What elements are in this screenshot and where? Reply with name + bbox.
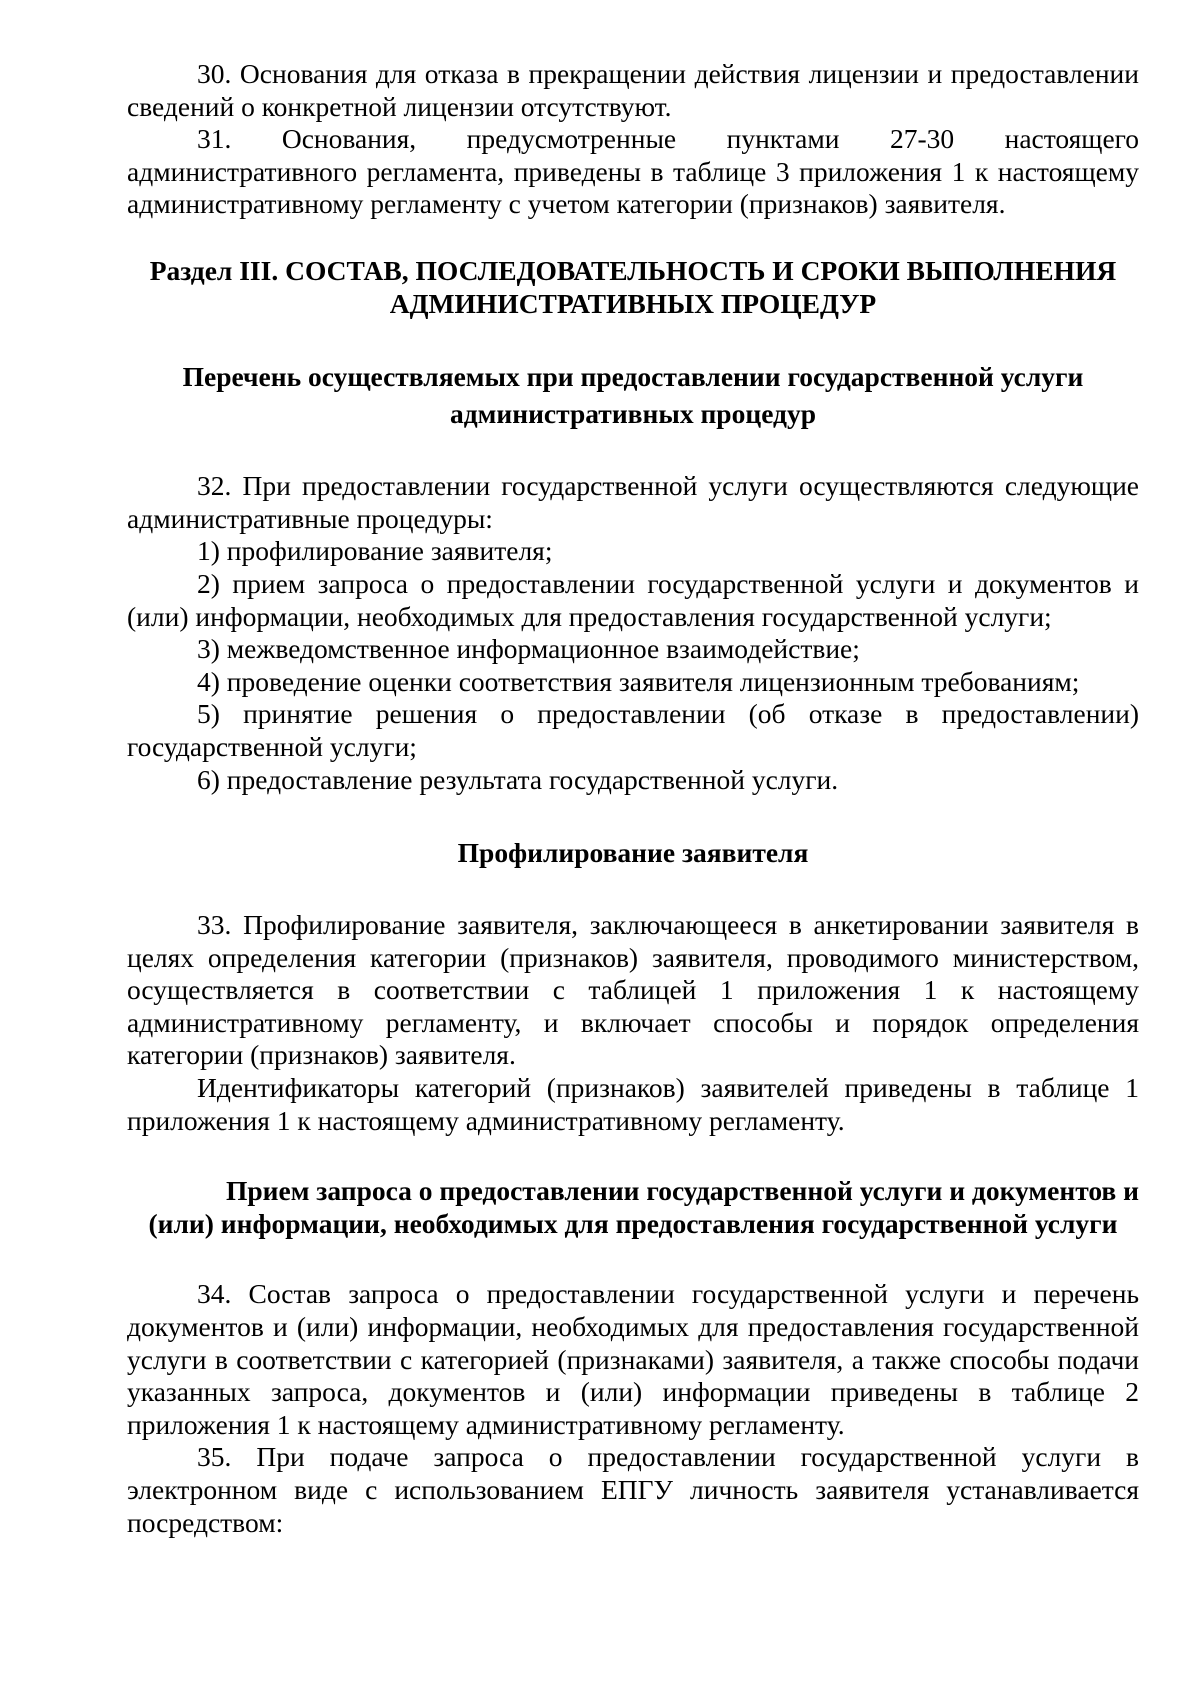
paragraph-31: 31. Основания, предусмотренные пунктами 27-30 настоящего административного регламента, приведены в таблице 3 приложения 1 к настоящему административному регламенту с учетом категории (признаков) заявителя. [127,123,1139,220]
paragraph-34: 34. Состав запроса о предоставлении государственной услуги и перечень документов и (или) информации, необходимых для предоставления государственной услуги в соответствии с категорией (признаками) заявителя, а также способы подачи указанных запроса, документов и (или) информации приведены в таблице 2 приложения 1 к настоящему административному регламенту. [127,1278,1139,1440]
paragraph-30: 30. Основания для отказа в прекращении действия лицензии и предоставлении сведений о конкретной лицензии отсутствуют. [127,58,1139,122]
paragraph-33: 33. Профилирование заявителя, заключающееся в анкетировании заявителя в целях определения категории (признаков) заявителя, проводимого министерством, осуществляется в соответствии с таблицей 1 приложения 1 к настоящему административному регламенту, и включает способы и порядок определения категории (признаков) заявителя. [127,909,1139,1071]
list-item: 3) межведомственное информационное взаимодействие; [197,633,860,665]
paragraph-33-identifiers: Идентификаторы категорий (признаков) заявителей приведены в таблице 1 приложения 1 к настоящему административному регламенту. [127,1072,1139,1136]
heading-procedures: Перечень осуществляемых при предоставлении государственной услуги административных процедур [182,361,1084,430]
list-item: 4) проведение оценки соответствия заявителя лицензионным требованиям; [197,665,1080,697]
list-item: 6) предоставление результата государственной услуги. [197,763,839,795]
heading-request-intake-line-1: Прием запроса о предоставлении государственной услуги и документов и [225,1175,1139,1207]
list-item: 5) принятие решения о предоставлении (об отказе в предоставлении) государственной услуги; [127,698,1139,762]
heading-request-intake-line-2: (или) информации, необходимых для предоставления государственной услуги [148,1207,1118,1239]
list-item: 1) профилирование заявителя; [197,535,553,567]
section-title: Раздел III. СОСТАВ, ПОСЛЕДОВАТЕЛЬНОСТЬ И СРОКИ ВЫПОЛНЕНИЯ АДМИНИСТРАТИВНЫХ ПРОЦЕДУР [149,254,1117,319]
paragraph-32: 32. При предоставлении государственной услуги осуществляются следующие административные процедуры: [127,470,1139,534]
heading-request-intake [127,1175,1139,1240]
paragraph-35: 35. При подаче запроса о предоставлении государственной услуги в электронном виде с использованием ЕПГУ личность заявителя устанавливается посредством: [127,1441,1139,1538]
heading-profiling: Профилирование заявителя [457,837,809,869]
list-item: 2) прием запроса о предоставлении государственной услуги и документов и (или) информации, необходимых для предоставления государственной услуги; [127,567,1139,632]
document-body [127,58,1139,1539]
